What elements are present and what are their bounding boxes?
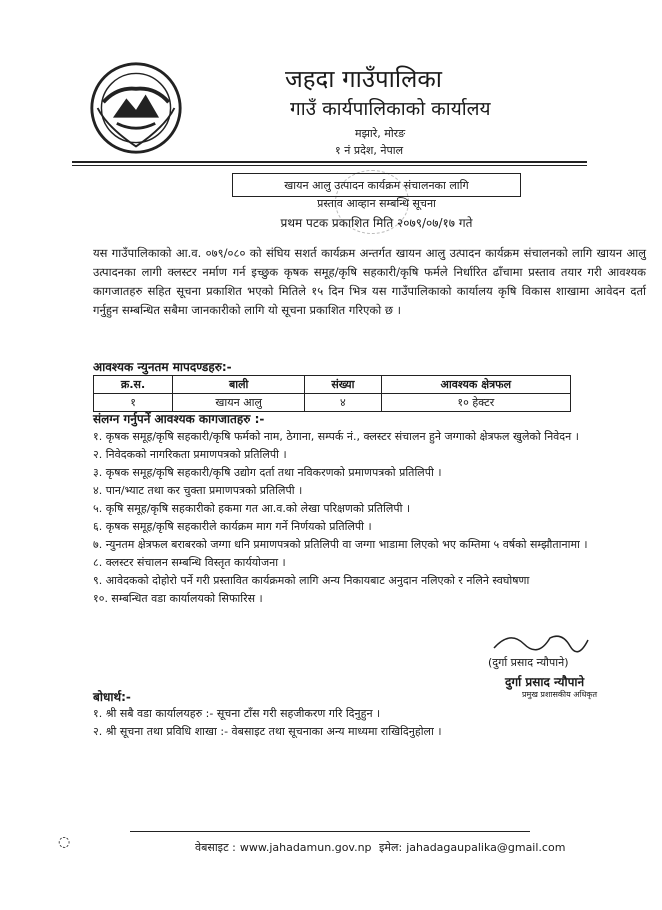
website-link[interactable]: www.jahadamun.gov.np <box>239 841 372 854</box>
notice-publish-date: प्रथम पटक प्रकाशित मिति २०७९/०७/१७ गते <box>280 216 473 230</box>
municipality-emblem-icon <box>88 60 184 156</box>
footer-rule <box>130 831 530 832</box>
signatory-stamp-name: दुर्गा प्रसाद न्यौपाने <box>505 675 585 689</box>
footer-contact <box>195 840 569 855</box>
documents-list <box>93 428 653 608</box>
bodharth-list <box>93 705 613 741</box>
body-paragraph: यस गाउँपालिकाको आ.व. ०७९/०८० को संघिय सशर्त कार्यक्रम अन्तर्गत खायन आलु उत्पादन कार्यक्रम संचालनको लागि खायन आलु उत्पादनका लागी क्लस्टर नर्माण गर्न इच्छुक कृषक समूह/कृषि सहकारी/कृषि फर्मले निर्धारित ढाँचामा प्रस्ताव तयार गरी आवश्यक कागजातहरु सहित सूचना प्रकाशित भएको मितिले १५ दिन भित्र यस गाउँपालिकाको कार्यालय कृषि विकास शाखामा आवेदन दर्ता गर्नुहुन सम्बन्धित सबैमा जानकारीको लागि यो सूचना प्रकाशित गरिएको छ । <box>93 246 646 317</box>
cell-count: ४ <box>305 394 381 412</box>
documents-heading: संलग्न गर्नुपर्ने आवश्यक कागजातहरु :- <box>93 412 265 426</box>
requirements-table <box>93 375 571 412</box>
list-item: ८. क्लस्टर संचालन सम्बन्धि विस्तृत कार्ययोजना । <box>93 556 286 569</box>
footer-mark-icon: ◌ <box>58 834 71 850</box>
list-item: २. निवेदकको नागरिकता प्रमाणपत्रको प्रतिलिपी । <box>93 448 287 461</box>
col-count: संख्या <box>305 376 381 394</box>
list-item: ३. कृषक समूह/कृषि सहकारी/कृषि उद्योग दर्ता तथा नविकरणको प्रमाणपत्रको प्रतिलिपी । <box>93 466 442 479</box>
list-item: ४. पान/भ्याट तथा कर चुक्ता प्रमाणपत्रको प्रतिलिपी । <box>93 484 303 497</box>
col-crop: बाली <box>173 376 305 394</box>
office-address: मझारे, मोरङ <box>355 127 406 140</box>
table-header-row <box>94 376 571 394</box>
header-rule-thin <box>72 165 587 166</box>
list-item: २. श्री सूचना तथा प्रविधि शाखा :- वेबसाइट तथा सूचनाका अन्य माध्यमा राखिदिनुहोला । <box>93 725 442 738</box>
cell-sn: १ <box>94 394 173 412</box>
header-rule <box>72 161 587 163</box>
col-area: आवश्यक क्षेत्रफल <box>381 376 570 394</box>
email-label: इमेल: <box>379 841 403 854</box>
list-item: ९. आवेदकको दोहोरो पर्ने गरी प्रस्तावित कार्यक्रमको लागि अन्य निकायबाट अनुदान नलिएको र नलिने स्वघोषणा <box>93 574 530 587</box>
table-row <box>94 394 571 412</box>
list-item: ६. कृषक समूह/कृषि सहकारीले कार्यक्रम माग गर्ने निर्णयको प्रतिलिपी । <box>93 520 372 533</box>
cell-crop: खायन आलु <box>173 394 305 412</box>
list-item: ७. न्युनतम क्षेत्रफल बराबरको जग्गा धनि प्रमाणपत्रको प्रतिलिपी वा जग्गा भाडामा लिएको भए कम्तिमा ५ वर्षको सम्झौतानामा । <box>93 538 588 551</box>
bodharth-heading: बोधार्थ:- <box>93 690 131 704</box>
list-item: १०. सम्बन्धित वडा कार्यालयको सिफारिस । <box>93 592 263 605</box>
requirements-heading: आवश्यक न्युनतम मापदण्डहरु:- <box>93 360 232 374</box>
list-item: १. श्री सबै वडा कार्यालयहरु :- सूचना टाँस गरी सहजीकरण गरि दिनुहुन । <box>93 707 381 720</box>
website-label: वेबसाइट : <box>195 841 236 854</box>
col-sn: क्र.स. <box>94 376 173 394</box>
signatory-role: प्रमुख प्रशासकीय अधिकृत <box>522 690 598 699</box>
notice-subtitle: प्रस्ताव आव्हान सम्बन्धि सूचना <box>317 197 436 210</box>
cell-area: १० हेक्टर <box>381 394 570 412</box>
office-subtitle: गाउँ कार्यपालिकाको कार्यालय <box>290 98 491 120</box>
notice-title: खायन आलु उत्पादन कार्यक्रम संचालनका लागि <box>232 173 521 197</box>
municipality-title: जहदा गाउँपालिका <box>285 65 443 93</box>
signatory-name: (दुर्गा प्रसाद न्यौपाने) <box>488 656 569 669</box>
signature-icon <box>490 628 590 656</box>
list-item: ५. कृषि समूह/कृषि सहकारीको हकमा गत आ.व.को लेखा परिक्षणको प्रतिलिपी । <box>93 502 411 515</box>
list-item: १. कृषक समूह/कृषि सहकारी/कृषि फर्मको नाम, ठेगाना, सम्पर्क नं., क्लस्टर संचालन हुने जग्गाको क्षेत्रफल खुलेको निवेदन । <box>93 430 579 443</box>
email-link[interactable]: jahadagaupalika@gmail.com <box>406 841 566 854</box>
office-province: १ नं प्रदेश, नेपाल <box>335 144 404 157</box>
